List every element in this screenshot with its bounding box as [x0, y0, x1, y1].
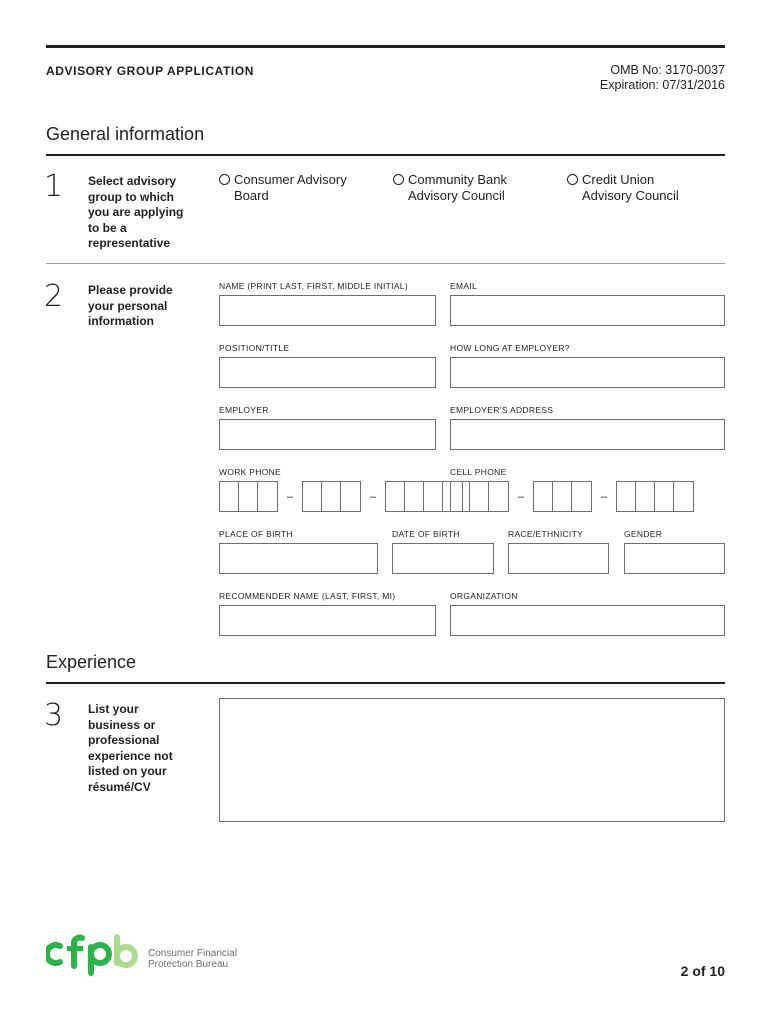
radio-label: Credit Union	[582, 172, 655, 187]
bureau-name	[148, 948, 237, 970]
date-of-birth-input[interactable]	[392, 543, 494, 574]
race-ethnicity-input[interactable]	[508, 543, 609, 574]
race-ethnicity-label: RACE/ETHNICITY	[508, 529, 584, 539]
prefix-boxes[interactable]	[533, 481, 592, 512]
bureau-name-line2: Protection Bureau	[148, 959, 229, 970]
omb-number: OMB No: 3170-0037	[610, 63, 725, 77]
organization-label: ORGANIZATION	[450, 591, 518, 601]
question-number-2: 2	[44, 279, 64, 314]
phone-dash: –	[600, 490, 608, 503]
radio-label-line2: Advisory Council	[582, 188, 679, 203]
question-text-1: Select advisory group to which you are applying to be a representative	[88, 174, 184, 250]
employer-label: EMPLOYER	[219, 405, 269, 415]
line-number-boxes[interactable]	[616, 481, 694, 512]
organization-input[interactable]	[450, 605, 725, 636]
section-title-experience: Experience	[46, 652, 137, 672]
section-rule	[46, 154, 725, 156]
place-of-birth-label: PLACE OF BIRTH	[219, 529, 293, 539]
area-code-boxes[interactable]	[219, 481, 278, 512]
name-label: NAME (PRINT LAST, FIRST, MIDDLE INITIAL)	[219, 281, 408, 291]
radio-circle-icon[interactable]	[567, 174, 578, 185]
email-label: EMAIL	[450, 281, 478, 291]
work-phone-input[interactable]	[219, 481, 463, 512]
experience-textarea[interactable]	[219, 698, 725, 822]
how-long-label: HOW LONG AT EMPLOYER?	[450, 343, 570, 353]
cell-phone-input[interactable]	[450, 481, 694, 512]
date-of-birth-label: DATE OF BIRTH	[392, 529, 460, 539]
employer-address-input[interactable]	[450, 419, 725, 450]
phone-dash: –	[517, 490, 525, 503]
radio-label-line2: Advisory Council	[408, 188, 505, 203]
omb-info	[600, 63, 725, 93]
radio-label-line2: Board	[234, 188, 269, 203]
question-number-3: 3	[44, 698, 64, 733]
prefix-boxes[interactable]	[302, 481, 361, 512]
name-input[interactable]	[219, 295, 436, 326]
radio-label: Community Bank	[408, 172, 507, 187]
position-label: POSITION/TITLE	[219, 343, 290, 353]
place-of-birth-input[interactable]	[219, 543, 378, 574]
phone-dash: –	[286, 490, 294, 503]
cfpb-logo	[46, 932, 140, 983]
question-text-3: List your business or professional experience not listed on your résumé/CV	[88, 702, 173, 794]
radio-consumer-advisory-board[interactable]	[219, 172, 347, 204]
cell-phone-label: CELL PHONE	[450, 467, 507, 477]
question-number-1: 1	[44, 169, 64, 204]
recommender-input[interactable]	[219, 605, 436, 636]
employer-input[interactable]	[219, 419, 436, 450]
area-code-boxes[interactable]	[450, 481, 509, 512]
document-title: ADVISORY GROUP APPLICATION	[46, 64, 255, 78]
how-long-input[interactable]	[450, 357, 725, 388]
question-text-2: Please provide your personal information	[88, 283, 173, 328]
position-input[interactable]	[219, 357, 436, 388]
radio-circle-icon[interactable]	[393, 174, 404, 185]
radio-credit-union-advisory-council[interactable]	[567, 172, 679, 204]
cfpb-logo-mark	[46, 932, 140, 978]
top-rule	[46, 45, 725, 48]
page-number: 2 of 10	[680, 963, 725, 979]
employer-address-label: EMPLOYER’S ADDRESS	[450, 405, 554, 415]
divider	[46, 263, 725, 264]
gender-input[interactable]	[624, 543, 725, 574]
recommender-label: RECOMMENDER NAME (LAST, FIRST, MI)	[219, 591, 396, 601]
bureau-name-line1: Consumer Financial	[148, 948, 237, 959]
section-rule	[46, 682, 725, 684]
email-input[interactable]	[450, 295, 725, 326]
radio-circle-icon[interactable]	[219, 174, 230, 185]
phone-dash: –	[369, 490, 377, 503]
work-phone-label: WORK PHONE	[219, 467, 282, 477]
radio-community-bank-advisory-council[interactable]	[393, 172, 507, 204]
expiration-date: Expiration: 07/31/2016	[599, 78, 725, 92]
gender-label: GENDER	[624, 529, 663, 539]
section-title-general: General information	[46, 124, 205, 144]
radio-label: Consumer Advisory	[234, 172, 347, 187]
